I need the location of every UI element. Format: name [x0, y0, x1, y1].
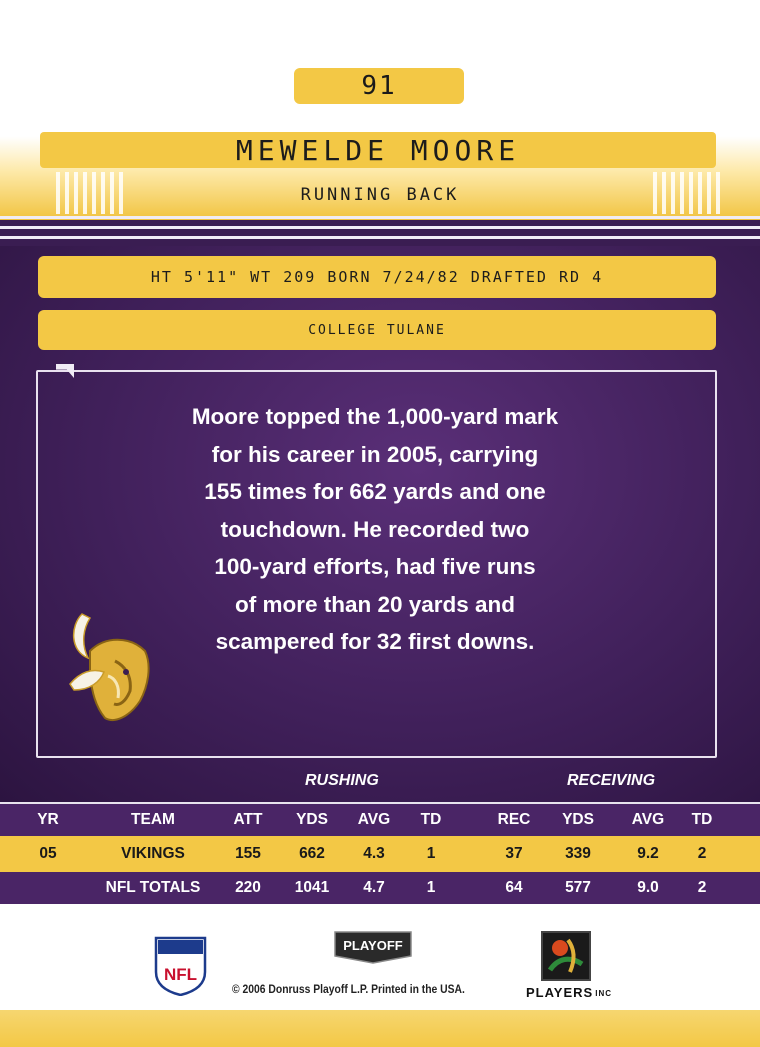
cell-rec-yds: 339: [565, 845, 591, 862]
header-att: ATT: [233, 811, 263, 828]
bio-line-4: touchdown. He recorded two: [220, 516, 530, 542]
cell-team: VIKINGS: [121, 845, 185, 862]
vikings-helmet-logo: [60, 606, 155, 726]
stats-header-row: [0, 804, 760, 836]
bio-line: HT 5'11" WT 209 BORN 7/24/82 DRAFTED RD 4: [38, 256, 716, 298]
players-inc-logo-icon: [540, 930, 592, 982]
cell-yr: 05: [39, 845, 57, 862]
rushing-label: RUSHING: [305, 772, 379, 789]
stats-row-totals: [0, 872, 760, 904]
divider-stripes: [0, 214, 760, 246]
bio-line-7: scampered for 32 first downs.: [215, 629, 535, 654]
bio-line-6: of more than 20 yards and: [234, 591, 516, 617]
bio-line-2: for his career in 2005, carrying: [211, 441, 539, 467]
cell-att: 155: [235, 845, 261, 862]
cell-rush-yds: 1041: [294, 879, 330, 896]
header-rush-yds: YDS: [296, 811, 328, 828]
bio-paragraph: [160, 398, 590, 661]
cell-rec-avg: 9.0: [637, 879, 659, 896]
header-team: TEAM: [131, 811, 175, 828]
players-text: PLAYERS: [526, 985, 594, 1000]
header-rec-td: TD: [691, 811, 713, 828]
cell-rec-td: 2: [697, 845, 707, 862]
cell-rush-td: 1: [426, 845, 436, 862]
bio-line-3: 155 times for 662 yards and one: [204, 479, 546, 504]
copyright-text: © 2006 Donruss Playoff L.P. Printed in the USA.: [232, 984, 465, 996]
nfl-logo-text: NFL: [163, 965, 198, 984]
cell-rush-yds: 662: [299, 845, 325, 862]
bio-line-5: 100-yard efforts, had five runs: [214, 554, 536, 579]
cell-rec-yds: 577: [565, 879, 591, 896]
cell-team: NFL TOTALS: [105, 879, 201, 896]
playoff-logo-text: PLAYOFF: [343, 938, 403, 953]
header-rec-avg: AVG: [631, 811, 665, 828]
college-line: COLLEGE TULANE: [38, 310, 716, 350]
players-inc-text: INC: [595, 989, 612, 999]
nfl-shield-icon: [153, 932, 208, 996]
cell-rush-td: 1: [426, 879, 436, 896]
cell-rec: 37: [505, 845, 523, 862]
cell-rush-avg: 4.7: [363, 879, 385, 896]
cell-rec-avg: 9.2: [637, 845, 659, 862]
header-rec-yds: YDS: [562, 811, 594, 828]
header-rush-avg: AVG: [357, 811, 391, 828]
bio-line-1: Moore topped the 1,000-yard mark: [191, 404, 559, 429]
stats-row-2005: [0, 836, 760, 872]
cell-rec-td: 2: [697, 879, 707, 896]
header-rec: REC: [497, 811, 531, 828]
player-name: MEWELDE MOORE: [40, 132, 716, 168]
players-logo-label: [526, 985, 612, 1000]
stats-table: [0, 804, 760, 904]
cell-yr: [26, 872, 70, 904]
header-rush-td: TD: [420, 811, 442, 828]
cell-rush-avg: 4.3: [363, 845, 385, 862]
cell-att: 220: [235, 879, 261, 896]
playoff-logo-icon: [333, 930, 413, 964]
receiving-label: RECEIVING: [567, 772, 656, 789]
header-yr: YR: [37, 811, 59, 828]
card-number: 91: [294, 68, 464, 104]
player-position: RUNNING BACK: [300, 185, 460, 205]
cell-rec: 64: [505, 879, 523, 896]
footer-gold-band: [0, 1010, 760, 1047]
